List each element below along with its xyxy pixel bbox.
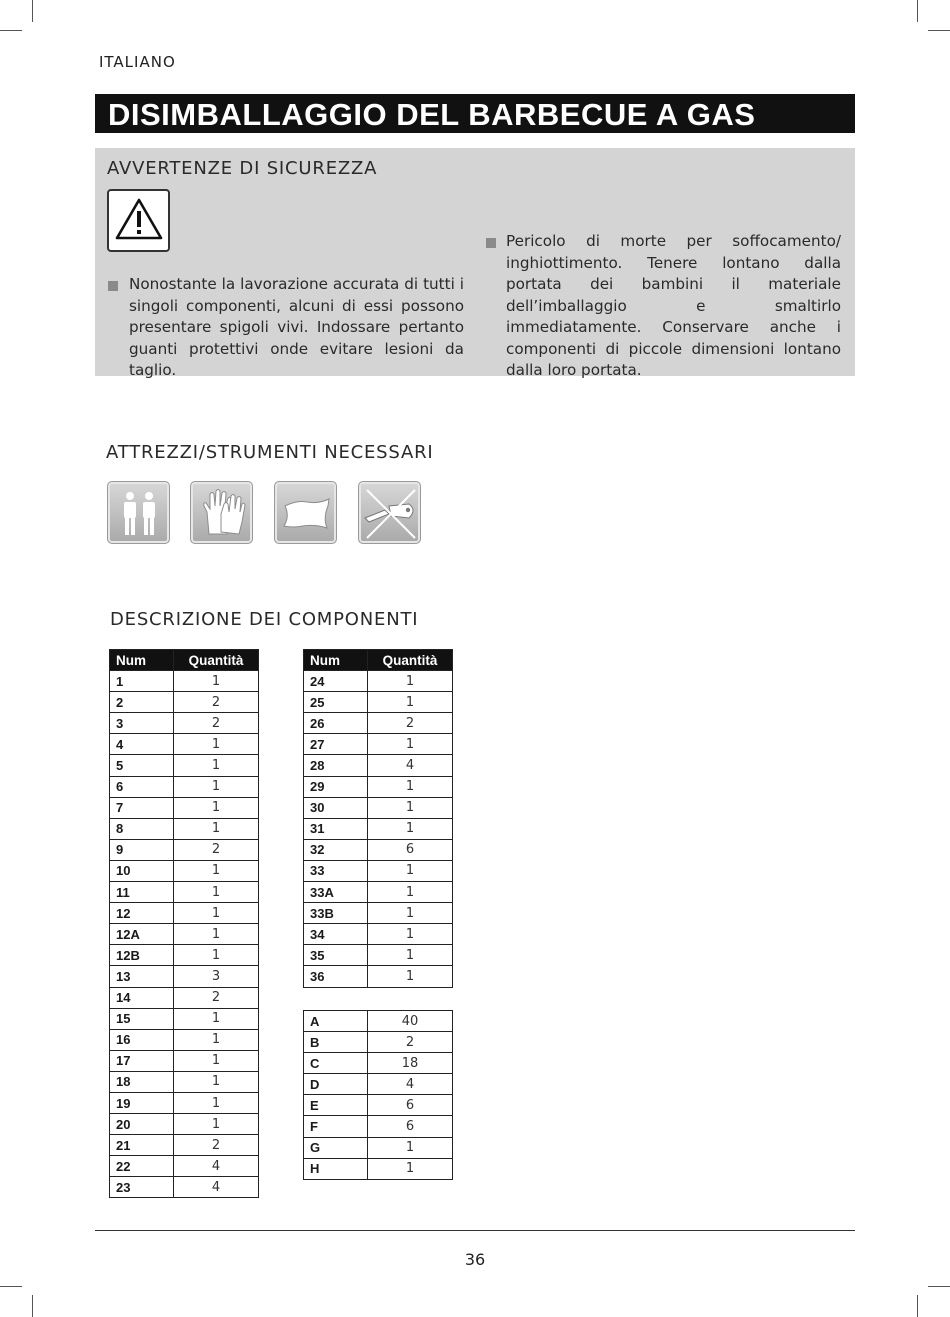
safety-bullet-2: Pericolo di morte per soffocamento/ inghiottimento. Tenere lontano dalla portata dei bambini il materiale dell’imballaggio e smaltirlo immediatamente. Conservare anche i componenti di piccole dimensioni lontano dalla loro portata. [506, 232, 841, 379]
table-row [304, 924, 453, 945]
part-number: 28 [304, 755, 368, 776]
part-number: 31 [304, 818, 368, 839]
part-number: 3 [110, 713, 174, 734]
part-number: 14 [110, 987, 174, 1008]
table-row [110, 797, 259, 818]
table-row [110, 776, 259, 797]
part-quantity: 1 [368, 797, 453, 818]
table-row [110, 734, 259, 755]
part-number: 17 [110, 1050, 174, 1071]
part-number: 32 [304, 839, 368, 860]
part-quantity: 6 [368, 839, 453, 860]
part-quantity: 1 [174, 797, 259, 818]
part-quantity: 2 [174, 713, 259, 734]
part-number: F [304, 1116, 368, 1137]
part-quantity: 1 [368, 882, 453, 903]
table-row [304, 671, 453, 692]
tools-heading: ATTREZZI/STRUMENTI NECESSARI [106, 442, 434, 463]
part-quantity: 1 [174, 924, 259, 945]
table-row [304, 945, 453, 966]
page-title-bar [95, 94, 855, 133]
part-number: D [304, 1074, 368, 1095]
part-quantity: 1 [174, 776, 259, 797]
part-quantity: 18 [368, 1053, 453, 1074]
crop-mark [32, 0, 33, 22]
part-quantity: 1 [368, 1158, 453, 1179]
table-row [110, 818, 259, 839]
part-quantity: 1 [174, 1071, 259, 1092]
part-quantity: 40 [368, 1011, 453, 1032]
part-number: 33A [304, 882, 368, 903]
components-heading: DESCRIZIONE DEI COMPONENTI [110, 609, 419, 630]
table-row [110, 924, 259, 945]
table-row [110, 1092, 259, 1113]
part-quantity: 2 [174, 839, 259, 860]
table-row [304, 1158, 453, 1179]
column-header-quantity: Quantità [174, 650, 259, 671]
page-number: 36 [464, 1250, 486, 1269]
part-number: 22 [110, 1156, 174, 1177]
table-row [304, 1137, 453, 1158]
part-quantity: 2 [174, 1135, 259, 1156]
part-quantity: 2 [368, 713, 453, 734]
table-row [304, 797, 453, 818]
part-quantity: 1 [368, 776, 453, 797]
part-quantity: 2 [368, 1032, 453, 1053]
table-row [304, 1074, 453, 1095]
part-quantity: 1 [368, 692, 453, 713]
part-number: C [304, 1053, 368, 1074]
part-number: 11 [110, 882, 174, 903]
part-number: 2 [110, 692, 174, 713]
part-number: 33B [304, 903, 368, 924]
bullet-marker [486, 238, 496, 248]
part-quantity: 1 [174, 860, 259, 881]
part-number: 25 [304, 692, 368, 713]
page-title: DISIMBALLAGGIO DEL BARBECUE A GAS [108, 97, 756, 132]
part-quantity: 1 [368, 924, 453, 945]
safety-heading: AVVERTENZE DI SICUREZZA [107, 158, 378, 179]
part-quantity: 2 [174, 987, 259, 1008]
part-quantity: 1 [174, 755, 259, 776]
part-number: 26 [304, 713, 368, 734]
table-row [304, 903, 453, 924]
part-quantity: 1 [174, 1008, 259, 1029]
table-row [110, 713, 259, 734]
part-quantity: 4 [368, 1074, 453, 1095]
table-row [110, 1177, 259, 1198]
part-quantity: 2 [174, 692, 259, 713]
part-number: E [304, 1095, 368, 1116]
no-knife-icon [358, 481, 421, 544]
part-number: 1 [110, 671, 174, 692]
table-row [110, 860, 259, 881]
crop-mark [0, 30, 22, 31]
part-quantity: 1 [174, 903, 259, 924]
part-number: 7 [110, 797, 174, 818]
part-number: A [304, 1011, 368, 1032]
table-row [110, 1029, 259, 1050]
cloth-icon [274, 481, 337, 544]
crop-mark [32, 1295, 33, 1317]
part-quantity: 1 [368, 966, 453, 987]
table-row [110, 671, 259, 692]
table-row [110, 1156, 259, 1177]
table-row [110, 1008, 259, 1029]
table-row [110, 692, 259, 713]
part-number: 12 [110, 903, 174, 924]
crop-mark [917, 0, 918, 22]
table-row [304, 839, 453, 860]
part-quantity: 1 [174, 818, 259, 839]
safety-warnings-panel [95, 148, 855, 379]
two-persons-icon [107, 481, 170, 544]
part-number: G [304, 1137, 368, 1158]
table-row [110, 839, 259, 860]
safety-bullet-1: Nonostante la lavorazione accurata di tutti i singoli componenti, alcuni di essi possono presentare spigoli vivi. Indossare pertanto guanti protettivi onde evitare lesioni da taglio. [129, 275, 464, 379]
table-row [110, 945, 259, 966]
bullet-marker [108, 281, 118, 291]
part-number: 27 [304, 734, 368, 755]
part-quantity: 1 [174, 1114, 259, 1135]
part-quantity: 1 [368, 671, 453, 692]
part-number: 9 [110, 839, 174, 860]
column-header-quantity: Quantità [368, 650, 453, 671]
components-table-3 [303, 1010, 453, 1180]
table-row [304, 860, 453, 881]
warning-triangle-icon [107, 189, 170, 252]
table-row [110, 1050, 259, 1071]
table-row [304, 692, 453, 713]
part-quantity: 4 [368, 755, 453, 776]
part-number: 12A [110, 924, 174, 945]
part-number: 21 [110, 1135, 174, 1156]
part-quantity: 1 [174, 1029, 259, 1050]
table-row [304, 755, 453, 776]
part-number: 19 [110, 1092, 174, 1113]
part-quantity: 1 [368, 818, 453, 839]
part-number: 12B [110, 945, 174, 966]
part-number: 4 [110, 734, 174, 755]
part-quantity: 1 [174, 1050, 259, 1071]
part-quantity: 1 [174, 945, 259, 966]
table-row [304, 966, 453, 987]
part-number: 15 [110, 1008, 174, 1029]
column-header-num: Num [304, 650, 368, 671]
part-quantity: 1 [174, 882, 259, 903]
part-number: 36 [304, 966, 368, 987]
table-row [110, 966, 259, 987]
part-quantity: 3 [174, 966, 259, 987]
part-number: 33 [304, 860, 368, 881]
table-row [110, 755, 259, 776]
table-row [304, 1116, 453, 1137]
components-table-2 [303, 649, 453, 988]
crop-mark [928, 1286, 950, 1287]
table-row [110, 882, 259, 903]
table-row [304, 713, 453, 734]
crop-mark [928, 30, 950, 31]
part-quantity: 6 [368, 1116, 453, 1137]
column-header-num: Num [110, 650, 174, 671]
table-row [110, 1135, 259, 1156]
part-number: 23 [110, 1177, 174, 1198]
gloves-icon [190, 481, 253, 544]
part-quantity: 1 [174, 1092, 259, 1113]
part-number: 29 [304, 776, 368, 797]
part-quantity: 6 [368, 1095, 453, 1116]
table-row [110, 987, 259, 1008]
table-row [304, 1095, 453, 1116]
part-number: 30 [304, 797, 368, 818]
table-row [110, 1071, 259, 1092]
part-number: B [304, 1032, 368, 1053]
footer-divider [95, 1230, 855, 1231]
table-row [304, 818, 453, 839]
part-quantity: 1 [368, 903, 453, 924]
part-number: 8 [110, 818, 174, 839]
table-row [304, 776, 453, 797]
part-number: H [304, 1158, 368, 1179]
table-row [110, 903, 259, 924]
crop-mark [0, 1286, 22, 1287]
table-row [304, 882, 453, 903]
table-header-row [110, 650, 259, 671]
part-quantity: 4 [174, 1177, 259, 1198]
table-row [304, 1011, 453, 1032]
part-number: 24 [304, 671, 368, 692]
part-quantity: 1 [368, 860, 453, 881]
part-number: 34 [304, 924, 368, 945]
part-number: 16 [110, 1029, 174, 1050]
table-row [304, 1053, 453, 1074]
part-number: 5 [110, 755, 174, 776]
part-quantity: 1 [174, 671, 259, 692]
part-number: 6 [110, 776, 174, 797]
part-quantity: 1 [368, 1137, 453, 1158]
table-row [304, 1032, 453, 1053]
part-number: 18 [110, 1071, 174, 1092]
part-quantity: 4 [174, 1156, 259, 1177]
crop-mark [917, 1295, 918, 1317]
components-table-1 [109, 649, 259, 1198]
table-header-row [304, 650, 453, 671]
part-number: 20 [110, 1114, 174, 1135]
part-number: 35 [304, 945, 368, 966]
part-quantity: 1 [368, 945, 453, 966]
language-label: ITALIANO [99, 53, 176, 71]
part-number: 10 [110, 860, 174, 881]
part-quantity: 1 [368, 734, 453, 755]
part-number: 13 [110, 966, 174, 987]
table-row [304, 734, 453, 755]
part-quantity: 1 [174, 734, 259, 755]
table-row [110, 1114, 259, 1135]
